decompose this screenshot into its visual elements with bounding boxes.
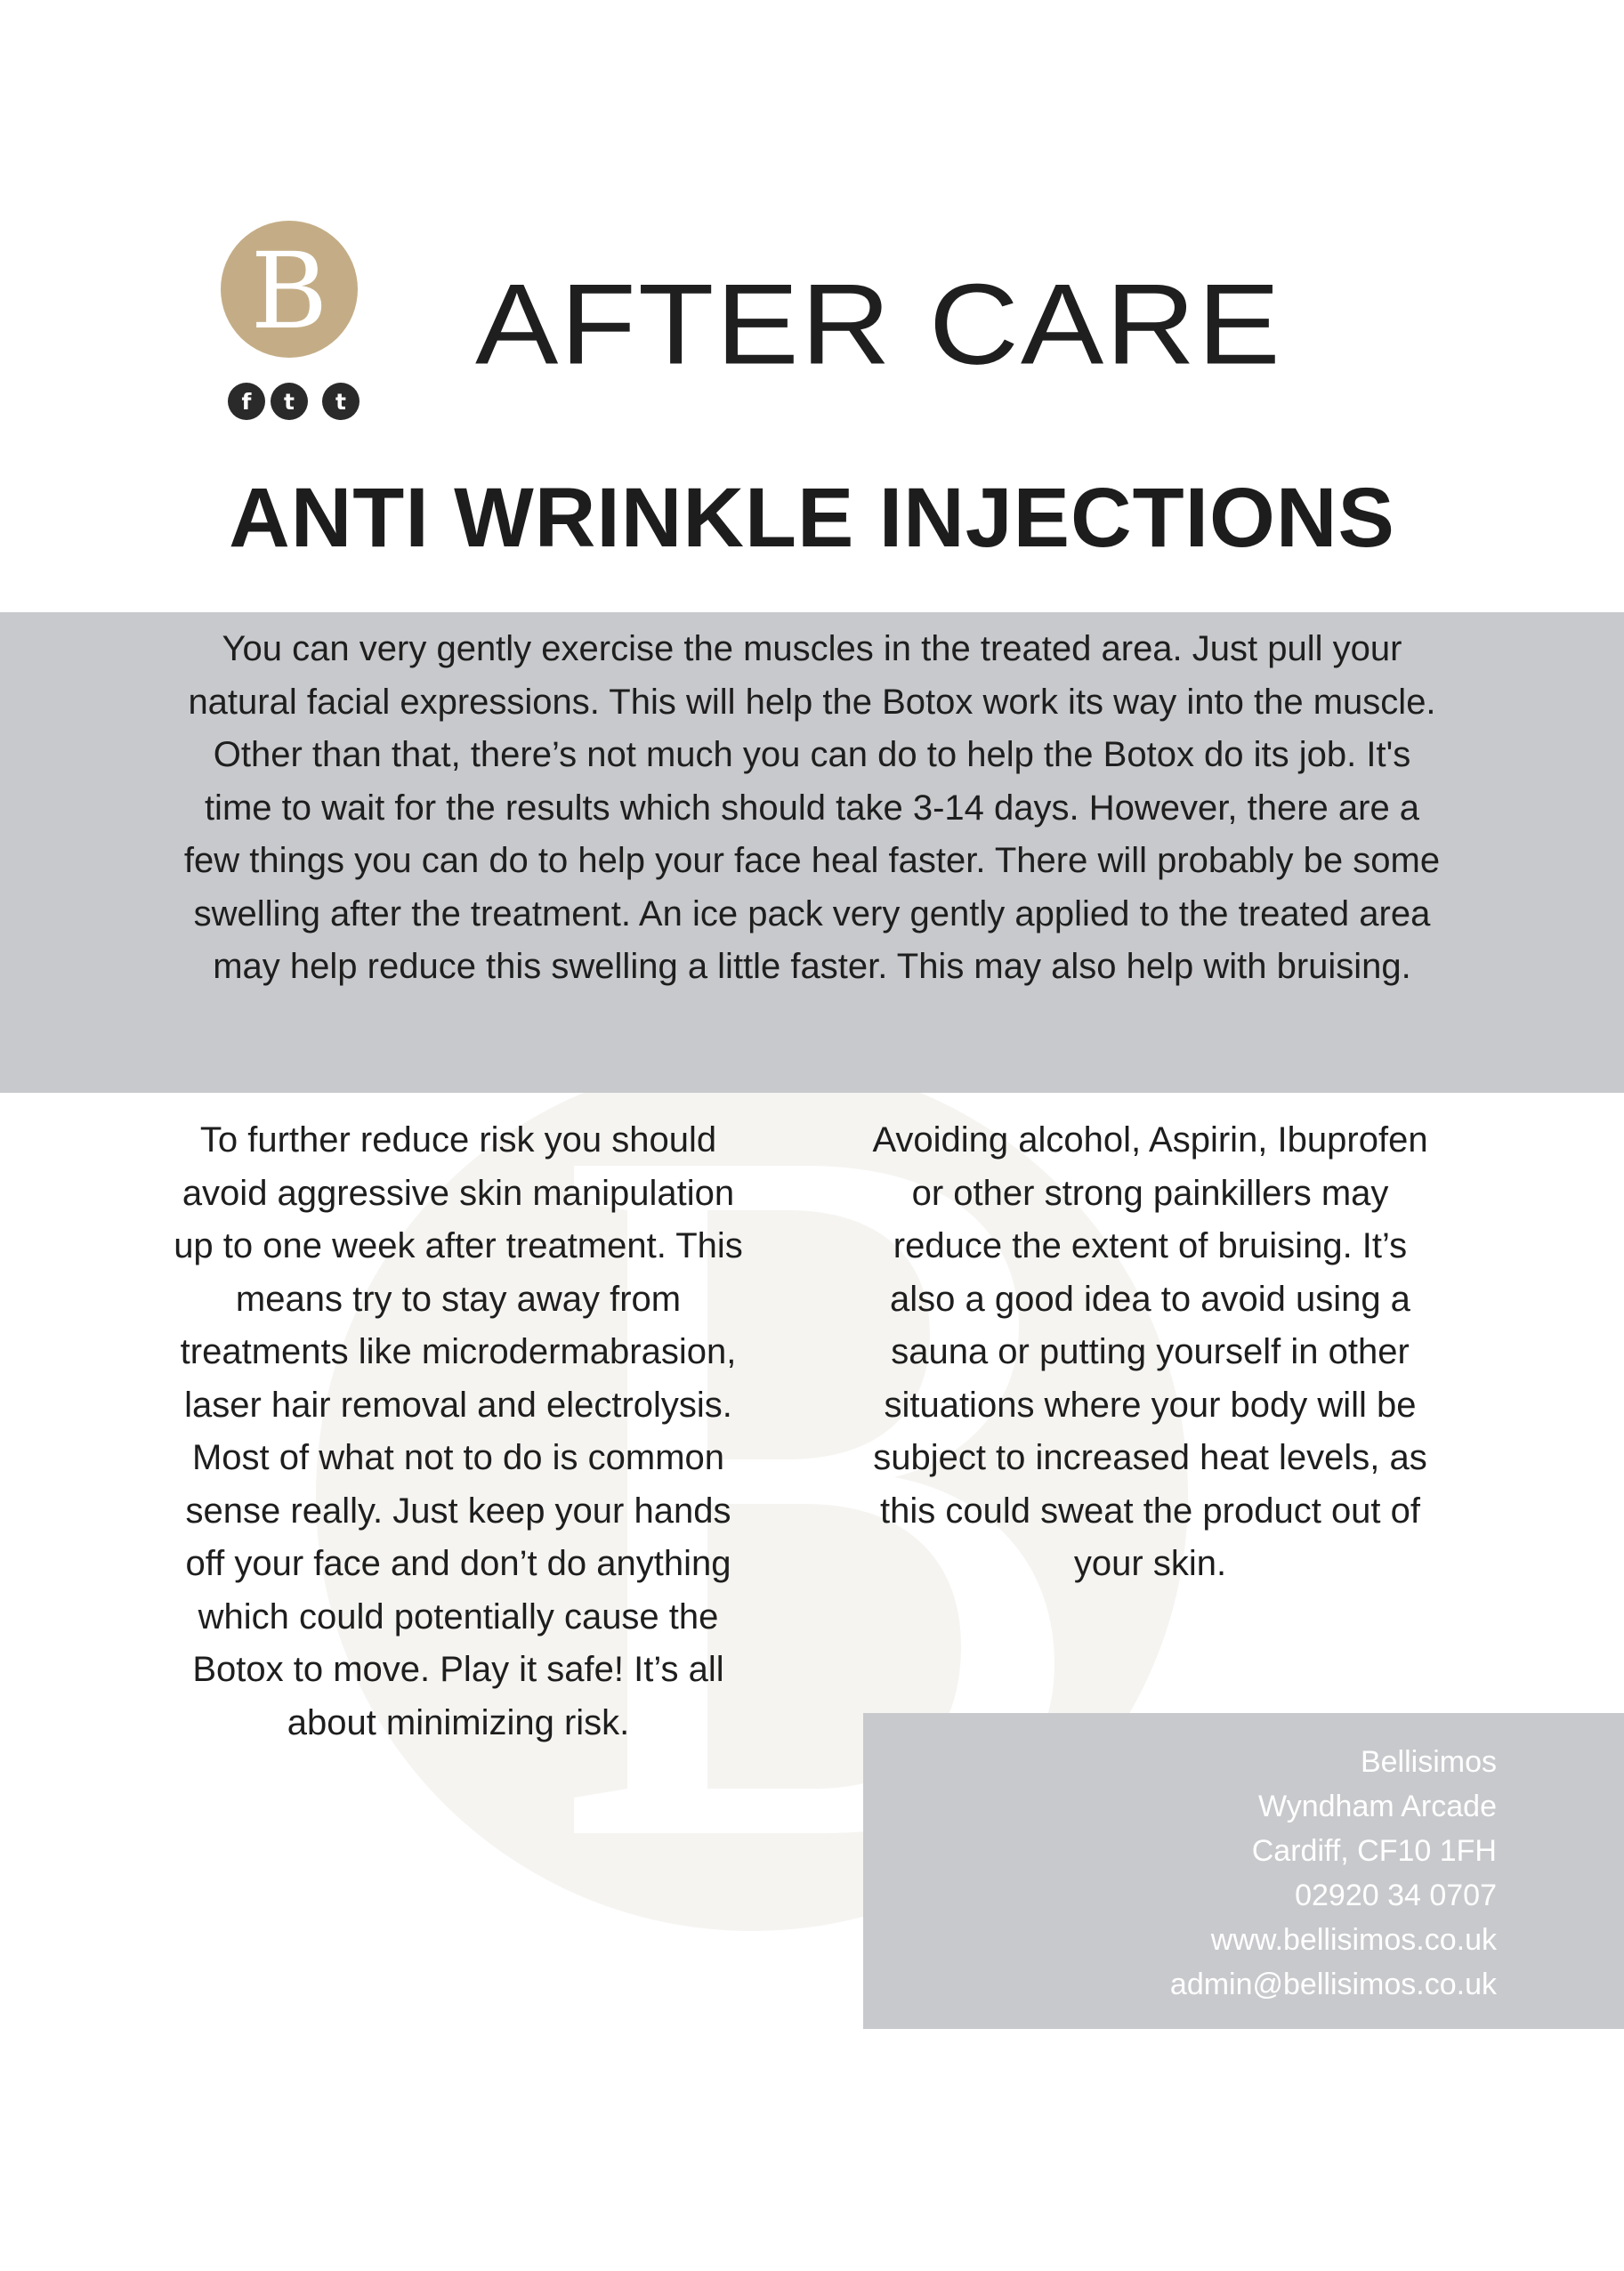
right-column-paragraph: Avoiding alcohol, Aspirin, Ibuprofen or other strong painkillers may reduce the extent of bruising. It’s also a good idea to avoid using a sauna or putting yourself in other situations where your body will be subject to increased heat levels, as this could sweat the product out of your skin. xyxy=(872,1120,1428,1583)
intro-paragraph: You can very gently exercise the muscles in the treated area. Just pull your natural facial expressions. This will help the Botox work its way into the muscle. Other than that, there’s not much you can do to help the Botox do its job. It's time to wait for the results which should take 3-14 days. However, there are a few things you can do to help your face heal faster. There will probably be some swelling after the treatment. An ice pack very gently applied to the treated area may help reduce this swelling a little faster. This may also help with bruising. xyxy=(183,629,1441,986)
contact-details xyxy=(863,1740,1497,2007)
page-subtitle: ANTI WRINKLE INJECTIONS xyxy=(229,471,1395,565)
contact-website-link[interactable]: www.bellisimos.co.uk xyxy=(1210,1923,1497,1957)
contact-city: Cardiff, CF10 1FH xyxy=(1251,1834,1497,1868)
logo-letter: B xyxy=(250,230,328,352)
contact-email-link[interactable]: admin@bellisimos.co.uk xyxy=(1169,1968,1497,2001)
twitter-icon[interactable]: t xyxy=(271,383,308,420)
facebook-icon[interactable]: f xyxy=(228,383,265,420)
tumblr-icon[interactable]: t xyxy=(322,383,360,420)
contact-street: Wyndham Arcade xyxy=(1257,1790,1497,1823)
left-column-paragraph: To further reduce risk you should avoid aggressive skin manipulation up to one week after treatment. This means try to stay away from treatments like microdermabrasion, laser hair removal and electrolysis. Most of what not to do is common sense really. Just keep your hands off your face and don’t do anything which could potentially cause the Botox to move. Play it safe! It’s all about minimizing risk. xyxy=(174,1120,743,1742)
contact-name: Bellisimos xyxy=(1360,1745,1497,1779)
contact-phone[interactable]: 02920 34 0707 xyxy=(1295,1879,1497,1912)
page-title: AFTER CARE xyxy=(475,259,1282,389)
brand-logo xyxy=(221,221,358,358)
